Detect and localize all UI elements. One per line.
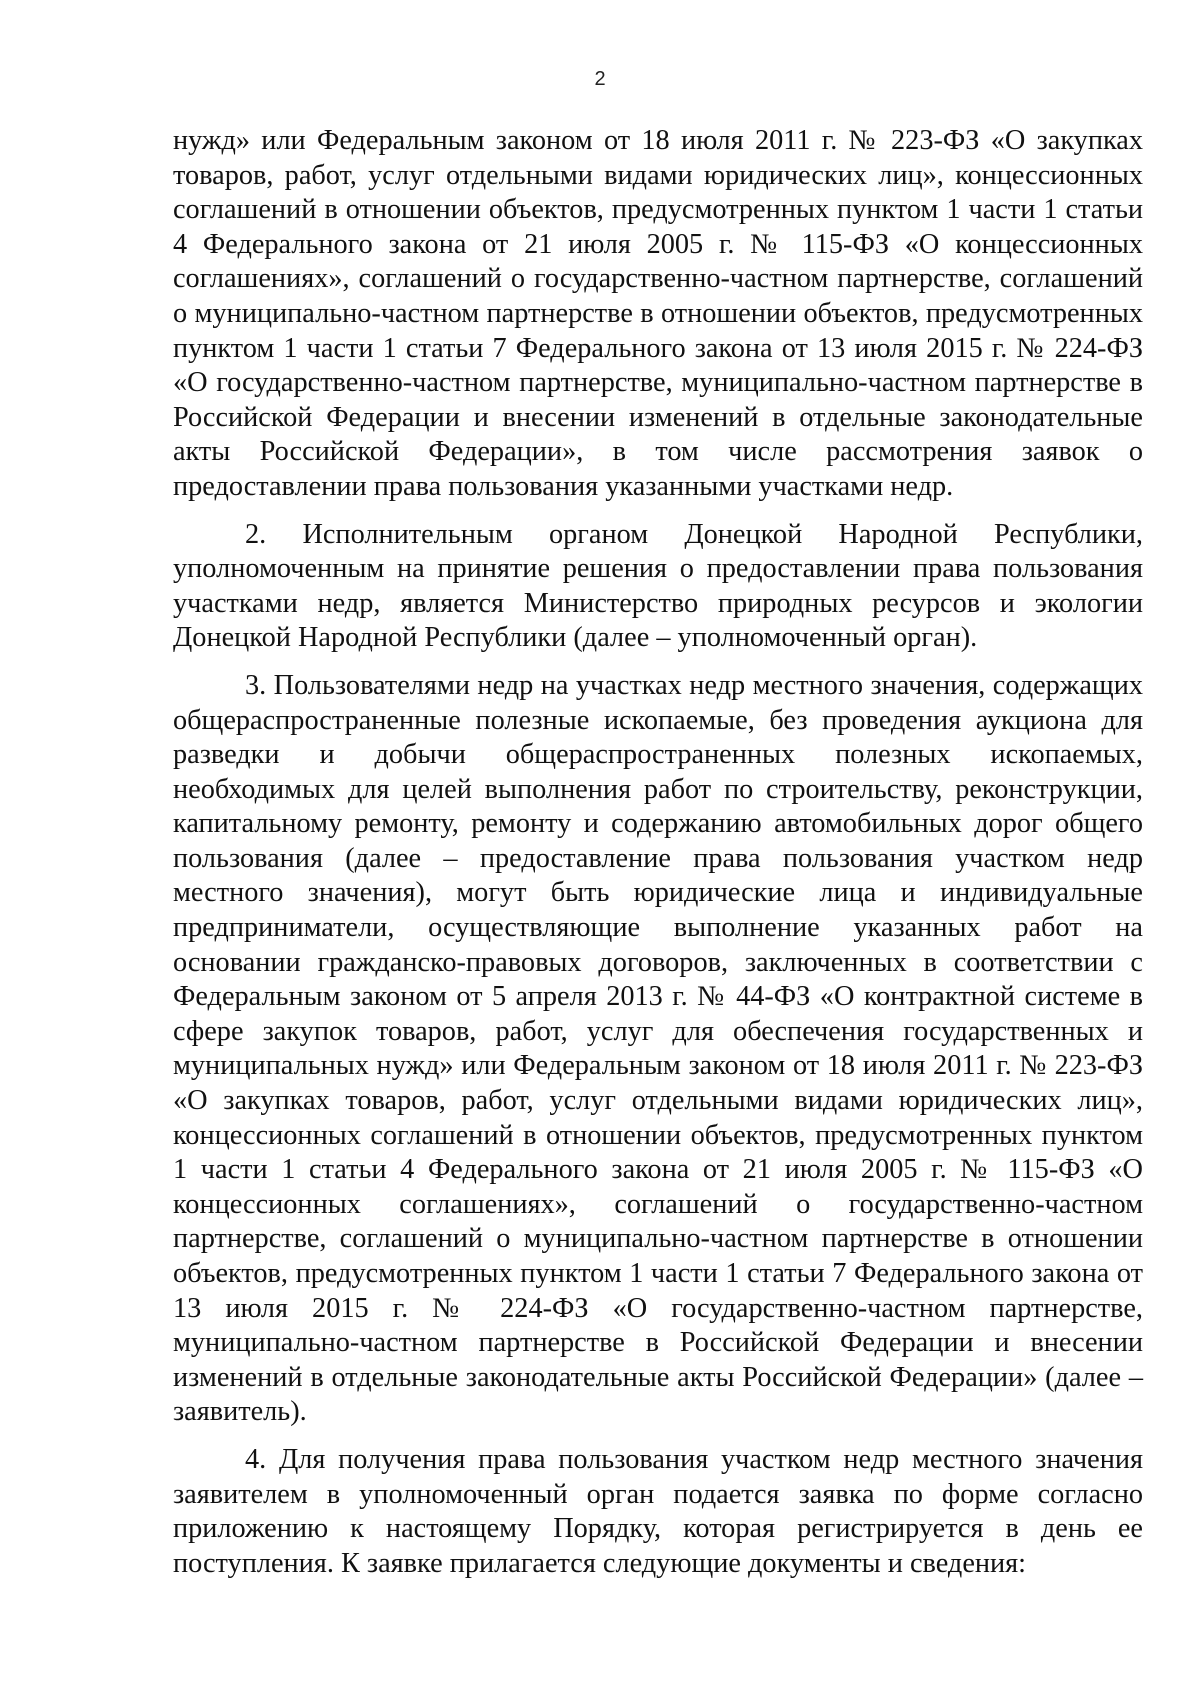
paragraph-item-4: 4. Для получения права пользования участком недр местного значения заявителем в уполномоченный орган подается заявка по форме согласно приложению к настоящему Порядку, которая регистрируется в день ее поступления. К заявке прилагается следующие документы и сведения:: [173, 1443, 1143, 1579]
paragraph-item-2: 2. Исполнительным органом Донецкой Народной Республики, уполномоченным на принятие решения о предоставлении права пользования участками недр, является Министерство природных ресурсов и экологии Донецкой Народной Республики (далее – уполномоченный орган).: [173, 518, 1143, 654]
page-number: 2: [594, 68, 606, 90]
paragraph-continuation: нужд» или Федеральным законом от 18 июля 2011 г. № 223-ФЗ «О закупках товаров, работ, услуг отдельными видами юридических лиц», концессионных соглашений в отношении объектов, предусмотренных пунктом 1 части 1 статьи 4 Федерального закона от 21 июля 2005 г. № 115-ФЗ «О концессионных соглашениях», соглашений о государственно-частном партнерстве, соглашений о муниципально-частном партнерстве в отношении объектов, предусмотренных пунктом 1 части 1 статьи 7 Федерального закона от 13 июля 2015 г. № 224-ФЗ «О государственно-частном партнерстве, муниципально-частном партнерстве в Российской Федерации и внесении изменений в отдельные законодательные акты Российской Федерации», в том числе рассмотрения заявок о предоставлении права пользования указанными участками недр.: [173, 125, 1143, 502]
paragraph-item-3: 3. Пользователями недр на участках недр местного значения, содержащих общераспространенные полезные ископаемые, без проведения аукциона для разведки и добычи общераспространенных полезных ископаемых, необходимых для целей выполнения работ по строительству, реконструкции, капитальному ремонту, ремонту и содержанию автомобильных дорог общего пользования (далее – предоставление права пользования участком недр местного значения), могут быть юридические лица и индивидуальные предприниматели, осуществляющие выполнение указанных работ на основании гражданско-правовых договоров, заключенных в соответствии с Федеральным законом от 5 апреля 2013 г. № 44-ФЗ «О контрактной системе в сфере закупок товаров, работ, услуг для обеспечения государственных и муниципальных нужд» или Федеральным законом от 18 июля 2011 г. № 223-ФЗ «О закупках товаров, работ, услуг отдельными видами юридических лиц», концессионных соглашений в отношении объектов, предусмотренных пунктом 1 части 1 статьи 4 Федерального закона от 21 июля 2005 г. № 115-ФЗ «О концессионных соглашениях», соглашений о государственно-частном партнерстве, соглашений о муниципально-частном партнерстве в отношении объектов, предусмотренных пунктом 1 части 1 статьи 7 Федерального закона от 13 июля 2015 г. № 224-ФЗ «О государственно-частном партнерстве, муниципально-частном партнерстве в Российской Федерации и внесении изменений в отдельные законодательные акты Российской Федерации» (далее – заявитель).: [173, 669, 1143, 1428]
document-body: [173, 124, 1143, 1581]
